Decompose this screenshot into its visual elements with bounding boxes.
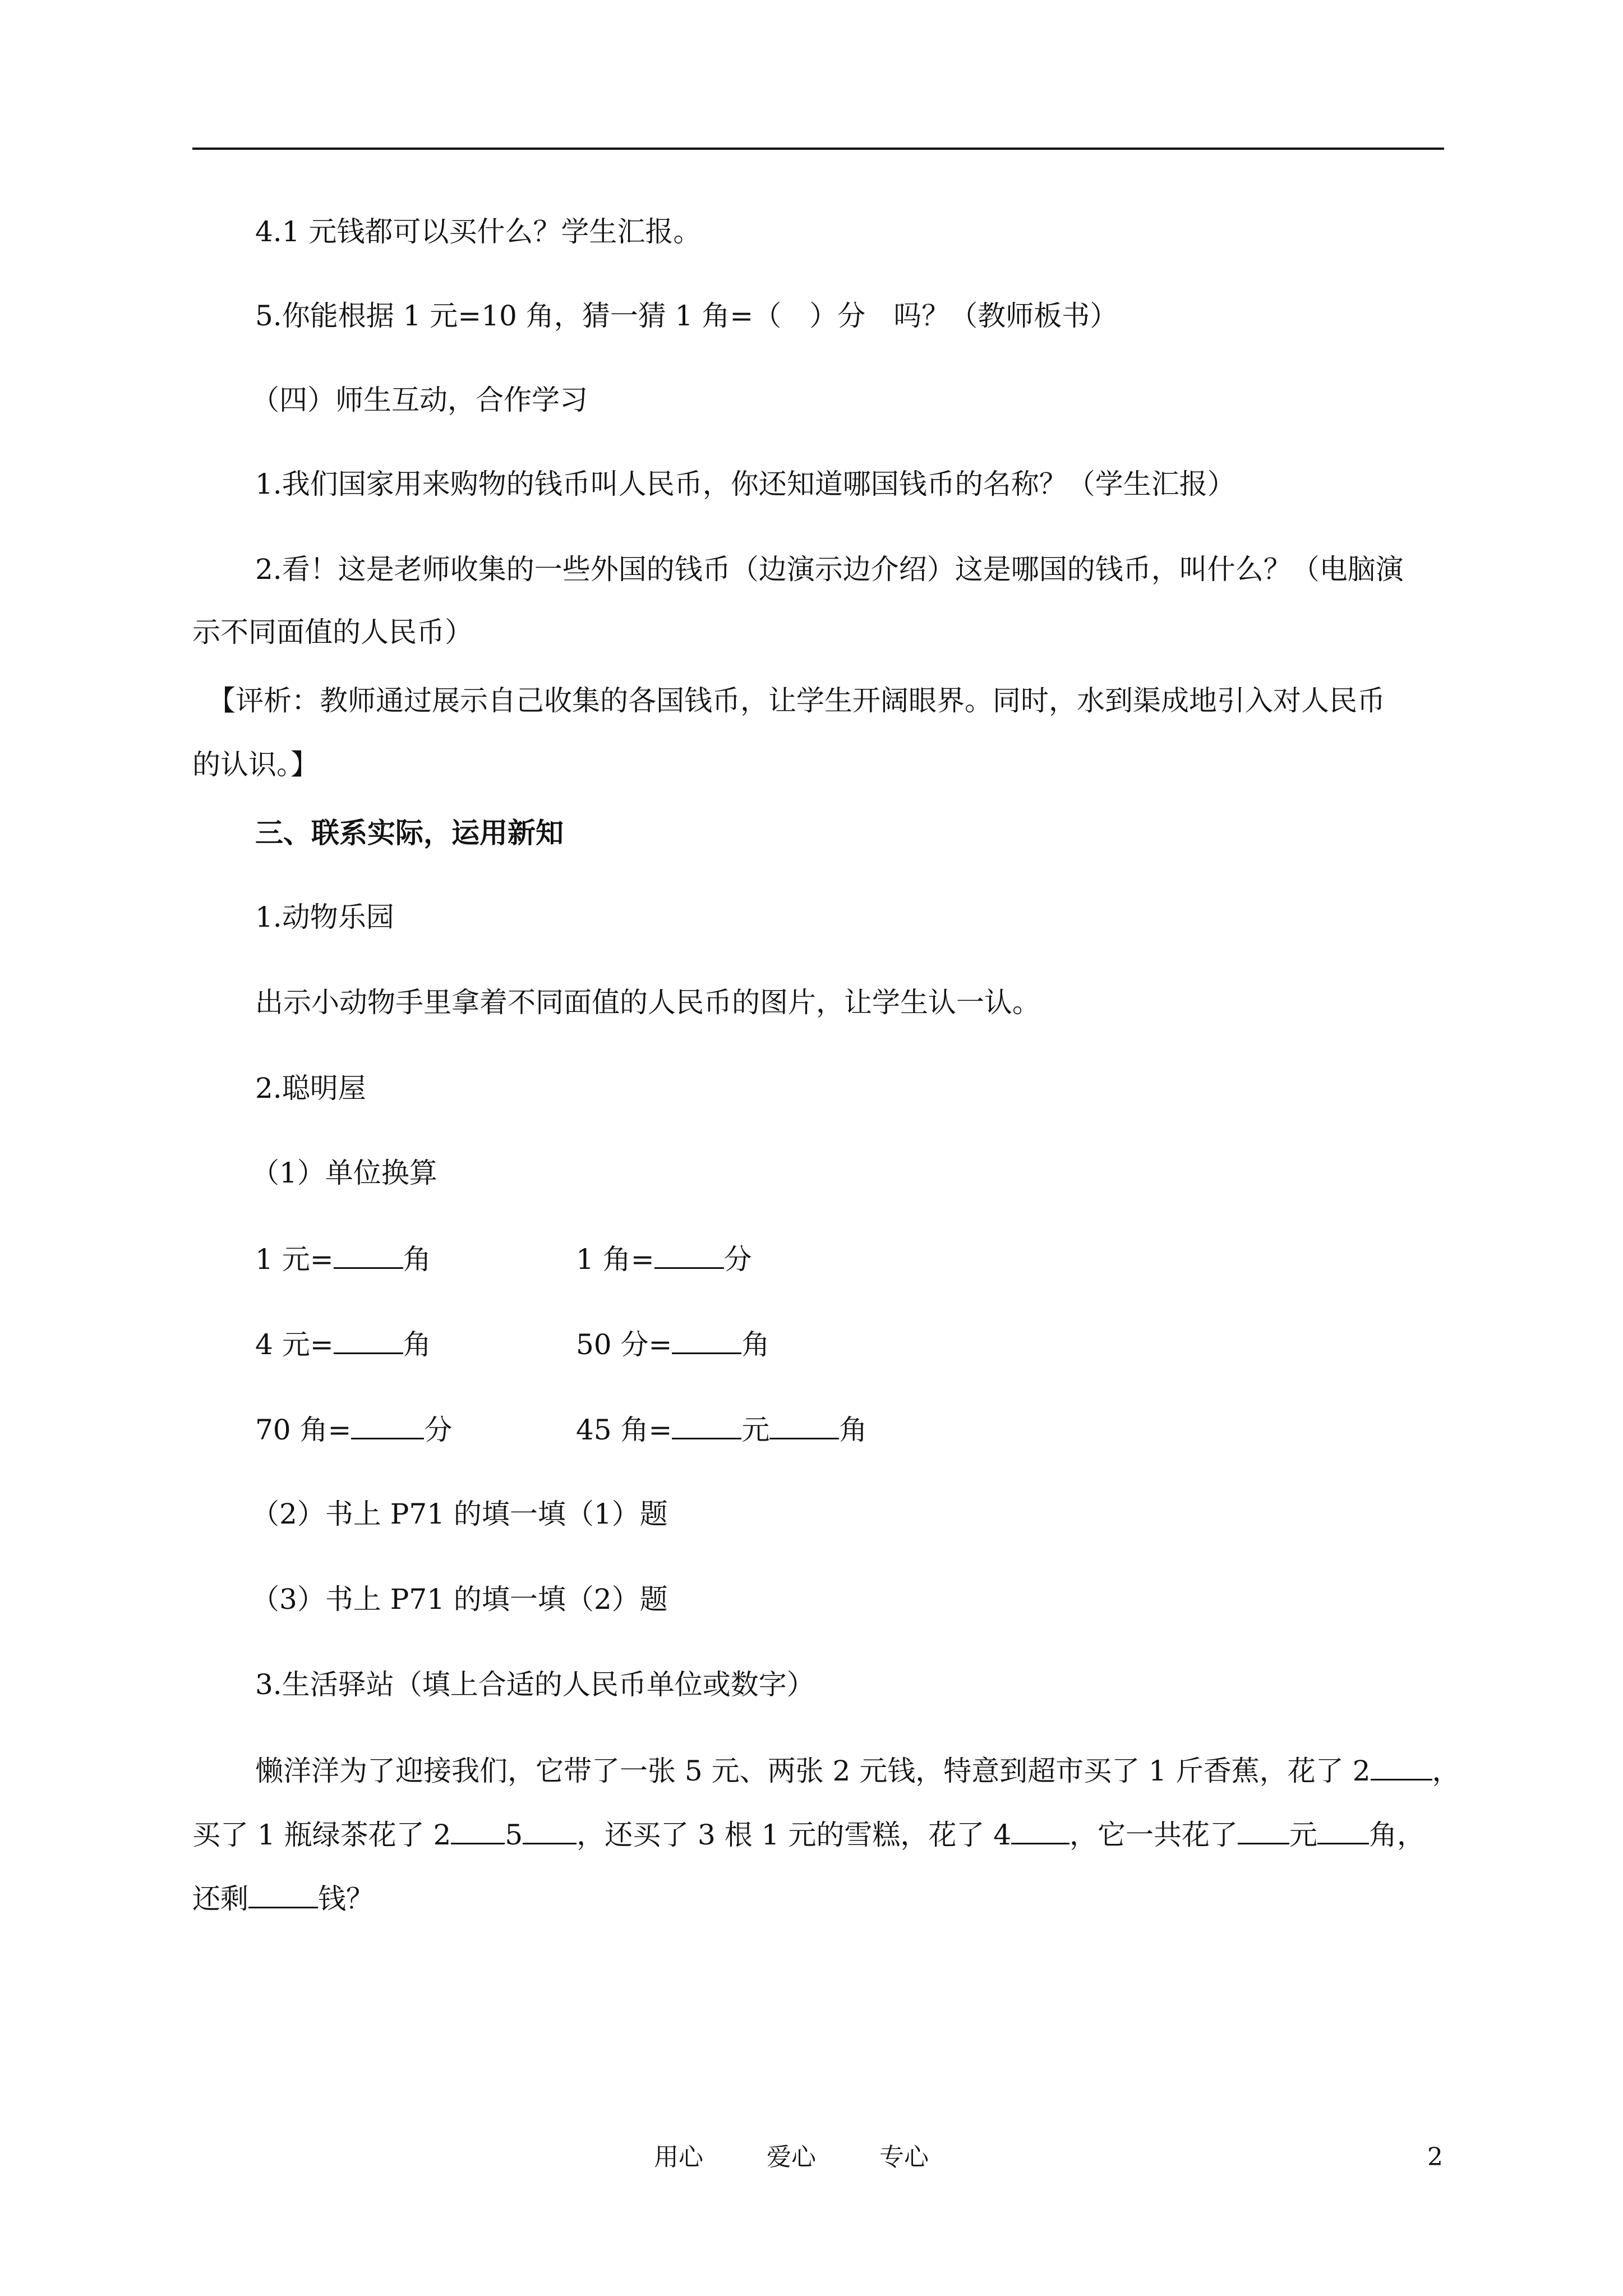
answer-blank[interactable]	[1238, 1817, 1289, 1844]
answer-blank[interactable]	[672, 1412, 741, 1439]
conversion-item: 50 分= 角	[576, 1327, 769, 1361]
conversion-item: 1 角= 分	[576, 1241, 752, 1276]
conversion-item: 70 角= 分	[255, 1412, 452, 1447]
section-heading: 三、联系实际，运用新知	[255, 816, 564, 849]
text-line: 出示小动物手里拿着不同面值的人民币的图片，让学生认一认。	[255, 986, 1040, 1019]
answer-blank[interactable]	[248, 1881, 318, 1908]
comment-line: 【评析：教师通过展示自己收集的各国钱币，让学生开阔眼界。同时，水到渠成地引入对人民币	[208, 684, 1385, 717]
header-rule	[192, 148, 1444, 150]
footer-motto: 爱心	[767, 2143, 816, 2171]
answer-blank[interactable]	[1011, 1817, 1069, 1844]
text-line: 3.生活驿站（填上合适的人民币单位或数字）	[255, 1668, 815, 1701]
story-line: 还剩 钱？	[192, 1881, 374, 1916]
text-line: （1）单位换算	[251, 1157, 437, 1189]
text-line: 5.你能根据 1 元=10 角，猜一猜 1 角=（ ）分 吗？（教师板书）	[255, 300, 1118, 332]
answer-blank[interactable]	[523, 1817, 577, 1844]
answer-blank[interactable]	[334, 1241, 403, 1269]
conversion-item: 45 角= 元 角	[576, 1412, 867, 1447]
comment-line: 的认识。】	[192, 748, 319, 781]
answer-blank[interactable]	[672, 1327, 741, 1354]
text-line: （3）书上 P71 的填一填（2）题	[251, 1583, 668, 1616]
text-line: 2.聪明屋	[255, 1072, 366, 1105]
story-line: 买了 1 瓶绿茶花了 2 5 ，还买了 3 根 1 元的雪糕，花了 4 ，它一共花了 元 角，	[192, 1817, 1425, 1852]
page-number: 2	[1427, 2143, 1443, 2171]
conversion-item: 4 元= 角	[255, 1327, 431, 1361]
answer-blank[interactable]	[769, 1412, 839, 1439]
answer-blank[interactable]	[351, 1412, 424, 1439]
text-line: （2）书上 P71 的填一填（1）题	[251, 1498, 668, 1530]
conversion-item: 1 元= 角	[255, 1241, 431, 1276]
text-line: 2.看！这是老师收集的一些外国的钱币（边演示边介绍）这是哪国的钱币，叫什么？（电脑演	[255, 553, 1404, 586]
answer-blank[interactable]	[654, 1241, 724, 1269]
story-line: 懒洋洋为了迎接我们，它带了一张 5 元、两张 2 元钱，特意到超市买了 1 斤香蕉，花了 2 ，	[255, 1753, 1460, 1788]
section-heading: （四）师生互动，合作学习	[251, 384, 588, 416]
footer-motto: 用心	[654, 2143, 703, 2171]
answer-blank[interactable]	[1371, 1753, 1432, 1780]
answer-blank[interactable]	[451, 1817, 505, 1844]
text-line: 示不同面值的人民币）	[192, 616, 473, 648]
text-line: 1.我们国家用来购物的钱币叫人民币，你还知道哪国钱币的名称？（学生汇报）	[255, 468, 1235, 500]
answer-blank[interactable]	[334, 1327, 403, 1354]
text-line: 1.动物乐园	[255, 901, 394, 933]
footer-motto: 专心	[879, 2143, 929, 2171]
answer-blank[interactable]	[1317, 1817, 1369, 1844]
text-line: 4.1 元钱都可以买什么？学生汇报。	[255, 215, 702, 248]
